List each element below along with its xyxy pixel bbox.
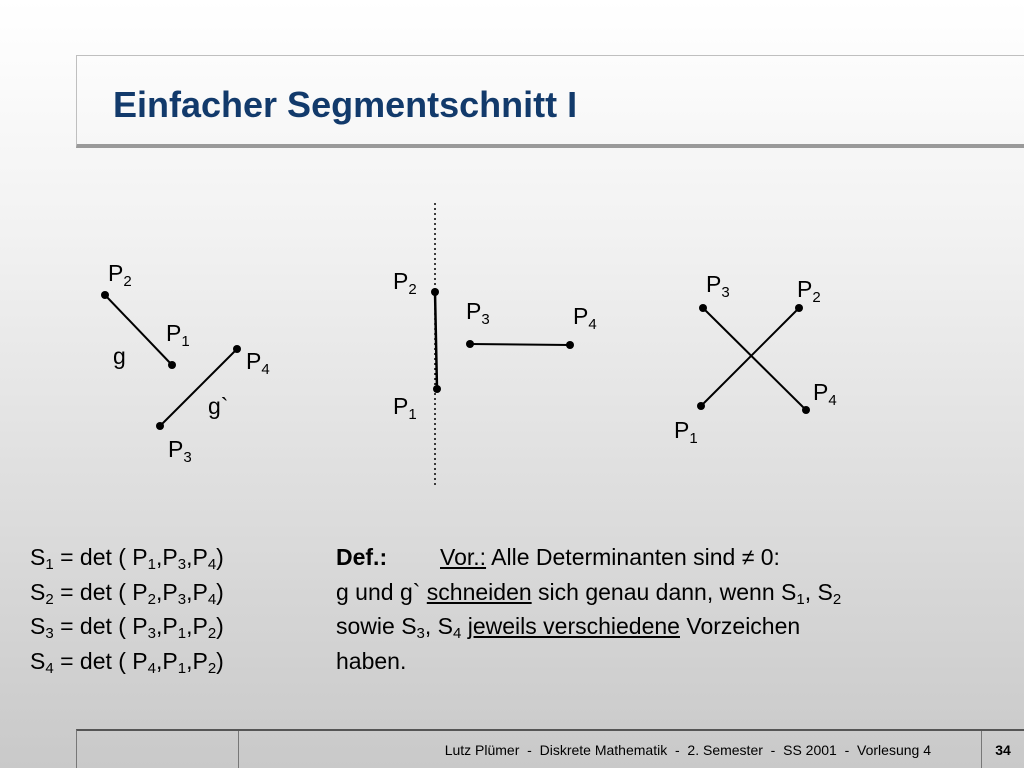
precondition-label: Vor.: [440, 544, 487, 570]
slide-title: Einfacher Segmentschnitt I [113, 84, 578, 125]
label-p2: $P_2$ [108, 260, 132, 290]
label-p3: $P_3$ [706, 271, 730, 301]
label-p3: $P_3$ [168, 436, 192, 466]
label-g: g [113, 343, 126, 369]
point-p3 [156, 422, 164, 430]
figure-1 [101, 260, 270, 466]
definition-line-1: Def.: Vor.: Alle Determinanten sind ≠ 0: [336, 540, 841, 575]
page-number: 34 [995, 741, 1011, 758]
label-p1: $P_1$ [674, 417, 698, 447]
footer-left-cell [77, 731, 239, 768]
point-p2 [431, 288, 439, 296]
label-p1: $P_1$ [166, 320, 190, 350]
point-p4 [233, 345, 241, 353]
label-p2: $P_2$ [393, 268, 417, 298]
point-p1 [697, 402, 705, 410]
definition-line-4: haben. [336, 647, 407, 674]
label-p4: $P_4$ [573, 303, 597, 333]
label-p4: $P_4$ [246, 348, 270, 378]
label-p3: $P_3$ [466, 298, 490, 328]
label-p1: $P_1$ [393, 393, 417, 423]
definition-line-2: g und g` schneiden sich genau dann, wenn $S_1$, $S_2$ [336, 578, 842, 608]
label-p2: $P_2$ [797, 276, 821, 306]
formula-s2: $S_2 = \det$ ( $P_2,P_3,P_4$) [30, 578, 224, 608]
point-p1 [433, 385, 441, 393]
point-p3 [466, 340, 474, 348]
point-p2 [795, 304, 803, 312]
label-g-prime: g` [208, 393, 229, 419]
footer-bar [76, 729, 1024, 768]
formula-s1: $S_1 = \det$ ( $P_1,P_3,P_4$) [30, 544, 224, 573]
point-p4 [802, 406, 810, 414]
segment-p3-p4 [470, 344, 570, 345]
point-p4 [566, 341, 574, 349]
segment-p1-p2 [701, 308, 799, 406]
point-p2 [101, 291, 109, 299]
definition-line-3: sowie $S_3$, $S_4$ jeweils verschiedene Vorzeichen [336, 613, 801, 642]
segment-p3-p4 [703, 308, 806, 410]
point-p3 [699, 304, 707, 312]
definition-block [336, 540, 841, 678]
point-p1 [168, 361, 176, 369]
footer-text: Lutz Plümer - Diskrete Mathematik - 2. Semester - SS 2001 - Vorlesung 4 [239, 731, 982, 768]
figure-2 [393, 203, 597, 485]
formula-s4: $S_4 = \det$ ( $P_4,P_1,P_2$) [30, 647, 224, 677]
definition-label: Def.: [336, 544, 388, 570]
label-p4: $P_4$ [813, 379, 837, 409]
determinant-formulas [30, 540, 224, 678]
formula-s3: $S_3 = \det$ ( $P_3,P_1,P_2$) [30, 613, 224, 642]
figure-3 [674, 271, 837, 447]
